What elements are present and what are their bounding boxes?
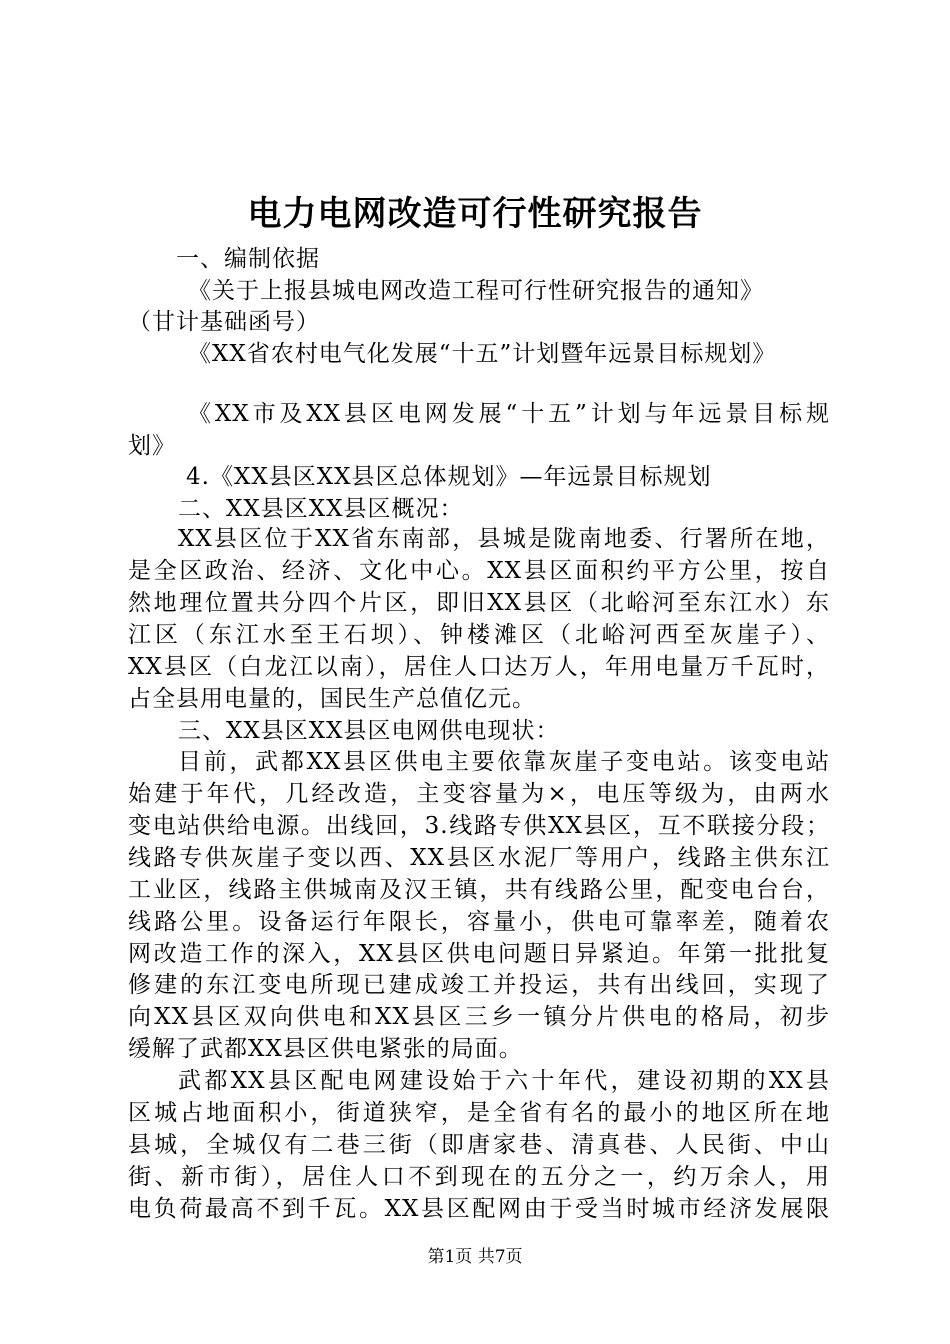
section-heading: 二、XX县区XX县区概况：	[178, 496, 464, 522]
page-number: 第1页 共7页	[427, 1247, 523, 1267]
paragraph-line: 是全区政治、经济、文化中心。XX县区面积约平方公里，按自	[128, 558, 830, 584]
paragraph-line: 县城，全城仅有二巷三街（即唐家巷、清真巷、人民街、中山	[128, 1132, 830, 1158]
section-heading: 三、XX县区XX县区电网供电现状：	[178, 718, 560, 744]
paragraph-line: 变电站供给电源。出线回，3.线路专供XX县区，互不联接分段；	[128, 813, 830, 839]
reference-line: 《XX省农村电气化发展“十五”计划暨年远景目标规划》	[188, 341, 777, 367]
paragraph-line: 占全县用电量的，国民生产总值亿元。	[128, 686, 536, 712]
paragraph-line: XX县区位于XX省东南部，县城是陇南地委、行署所在地，	[178, 526, 830, 552]
reference-line: （甘计基础函号）	[128, 309, 320, 335]
paragraph-line: 线路公里。设备运行年限长，容量小，供电可靠率差，随着农	[128, 909, 830, 935]
paragraph-line: XX县区（白龙江以南），居住人口达万人，年用电量万千瓦时，	[128, 654, 830, 680]
paragraph-line: 然地理位置共分四个片区，即旧XX县区（北峪河至东江水）东	[128, 590, 830, 616]
paragraph-line: 线路专供灰崖子变以西、XX县区水泥厂等用户，线路主供东江	[128, 845, 830, 871]
paragraph-line: 目前，武都XX县区供电主要依靠灰崖子变电站。该变电站	[178, 749, 830, 775]
document-title: 电力电网改造可行性研究报告	[247, 194, 703, 234]
paragraph-line: 工业区，线路主供城南及汉王镇，共有线路公里，配变电台台，	[128, 877, 830, 903]
paragraph-line: 江区（东江水至王石坝）、钟楼滩区（北峪河西至灰崖子）、	[128, 622, 830, 648]
paragraph-line: 向XX县区双向供电和XX县区三乡一镇分片供电的格局，初步	[128, 1004, 830, 1030]
reference-line: 划》	[128, 433, 176, 459]
section-heading: 一、编制依据	[176, 246, 320, 272]
paragraph-line: 武都XX县区配电网建设始于六十年代，建设初期的XX县	[178, 1068, 830, 1094]
paragraph-line: 街、新市街），居住人口不到现在的五分之一，约万余人，用	[128, 1164, 830, 1190]
paragraph-line: 修建的东江变电所现已建成竣工并投运，共有出线回，实现了	[128, 972, 830, 998]
paragraph-line: 网改造工作的深入，XX县区供电问题日异紧迫。年第一批批复	[128, 941, 830, 967]
paragraph-line: 电负荷最高不到千瓦。XX县区配网由于受当时城市经济发展限	[128, 1196, 830, 1222]
paragraph-line: 始建于年代，几经改造，主变容量为×，电压等级为，由两水	[128, 781, 830, 807]
paragraph-line: 区城占地面积小，街道狭窄，是全省有名的最小的地区所在地	[128, 1100, 830, 1126]
reference-line: 《XX市及XX县区电网发展“十五”计划与年远景目标规	[188, 401, 830, 427]
reference-line: 《关于上报县城电网改造工程可行性研究报告的通知》	[188, 278, 764, 304]
paragraph-line: 缓解了武都XX县区供电紧张的局面。	[128, 1036, 523, 1062]
reference-line: 4.《XX县区XX县区总体规划》—年远景目标规划	[186, 464, 712, 490]
